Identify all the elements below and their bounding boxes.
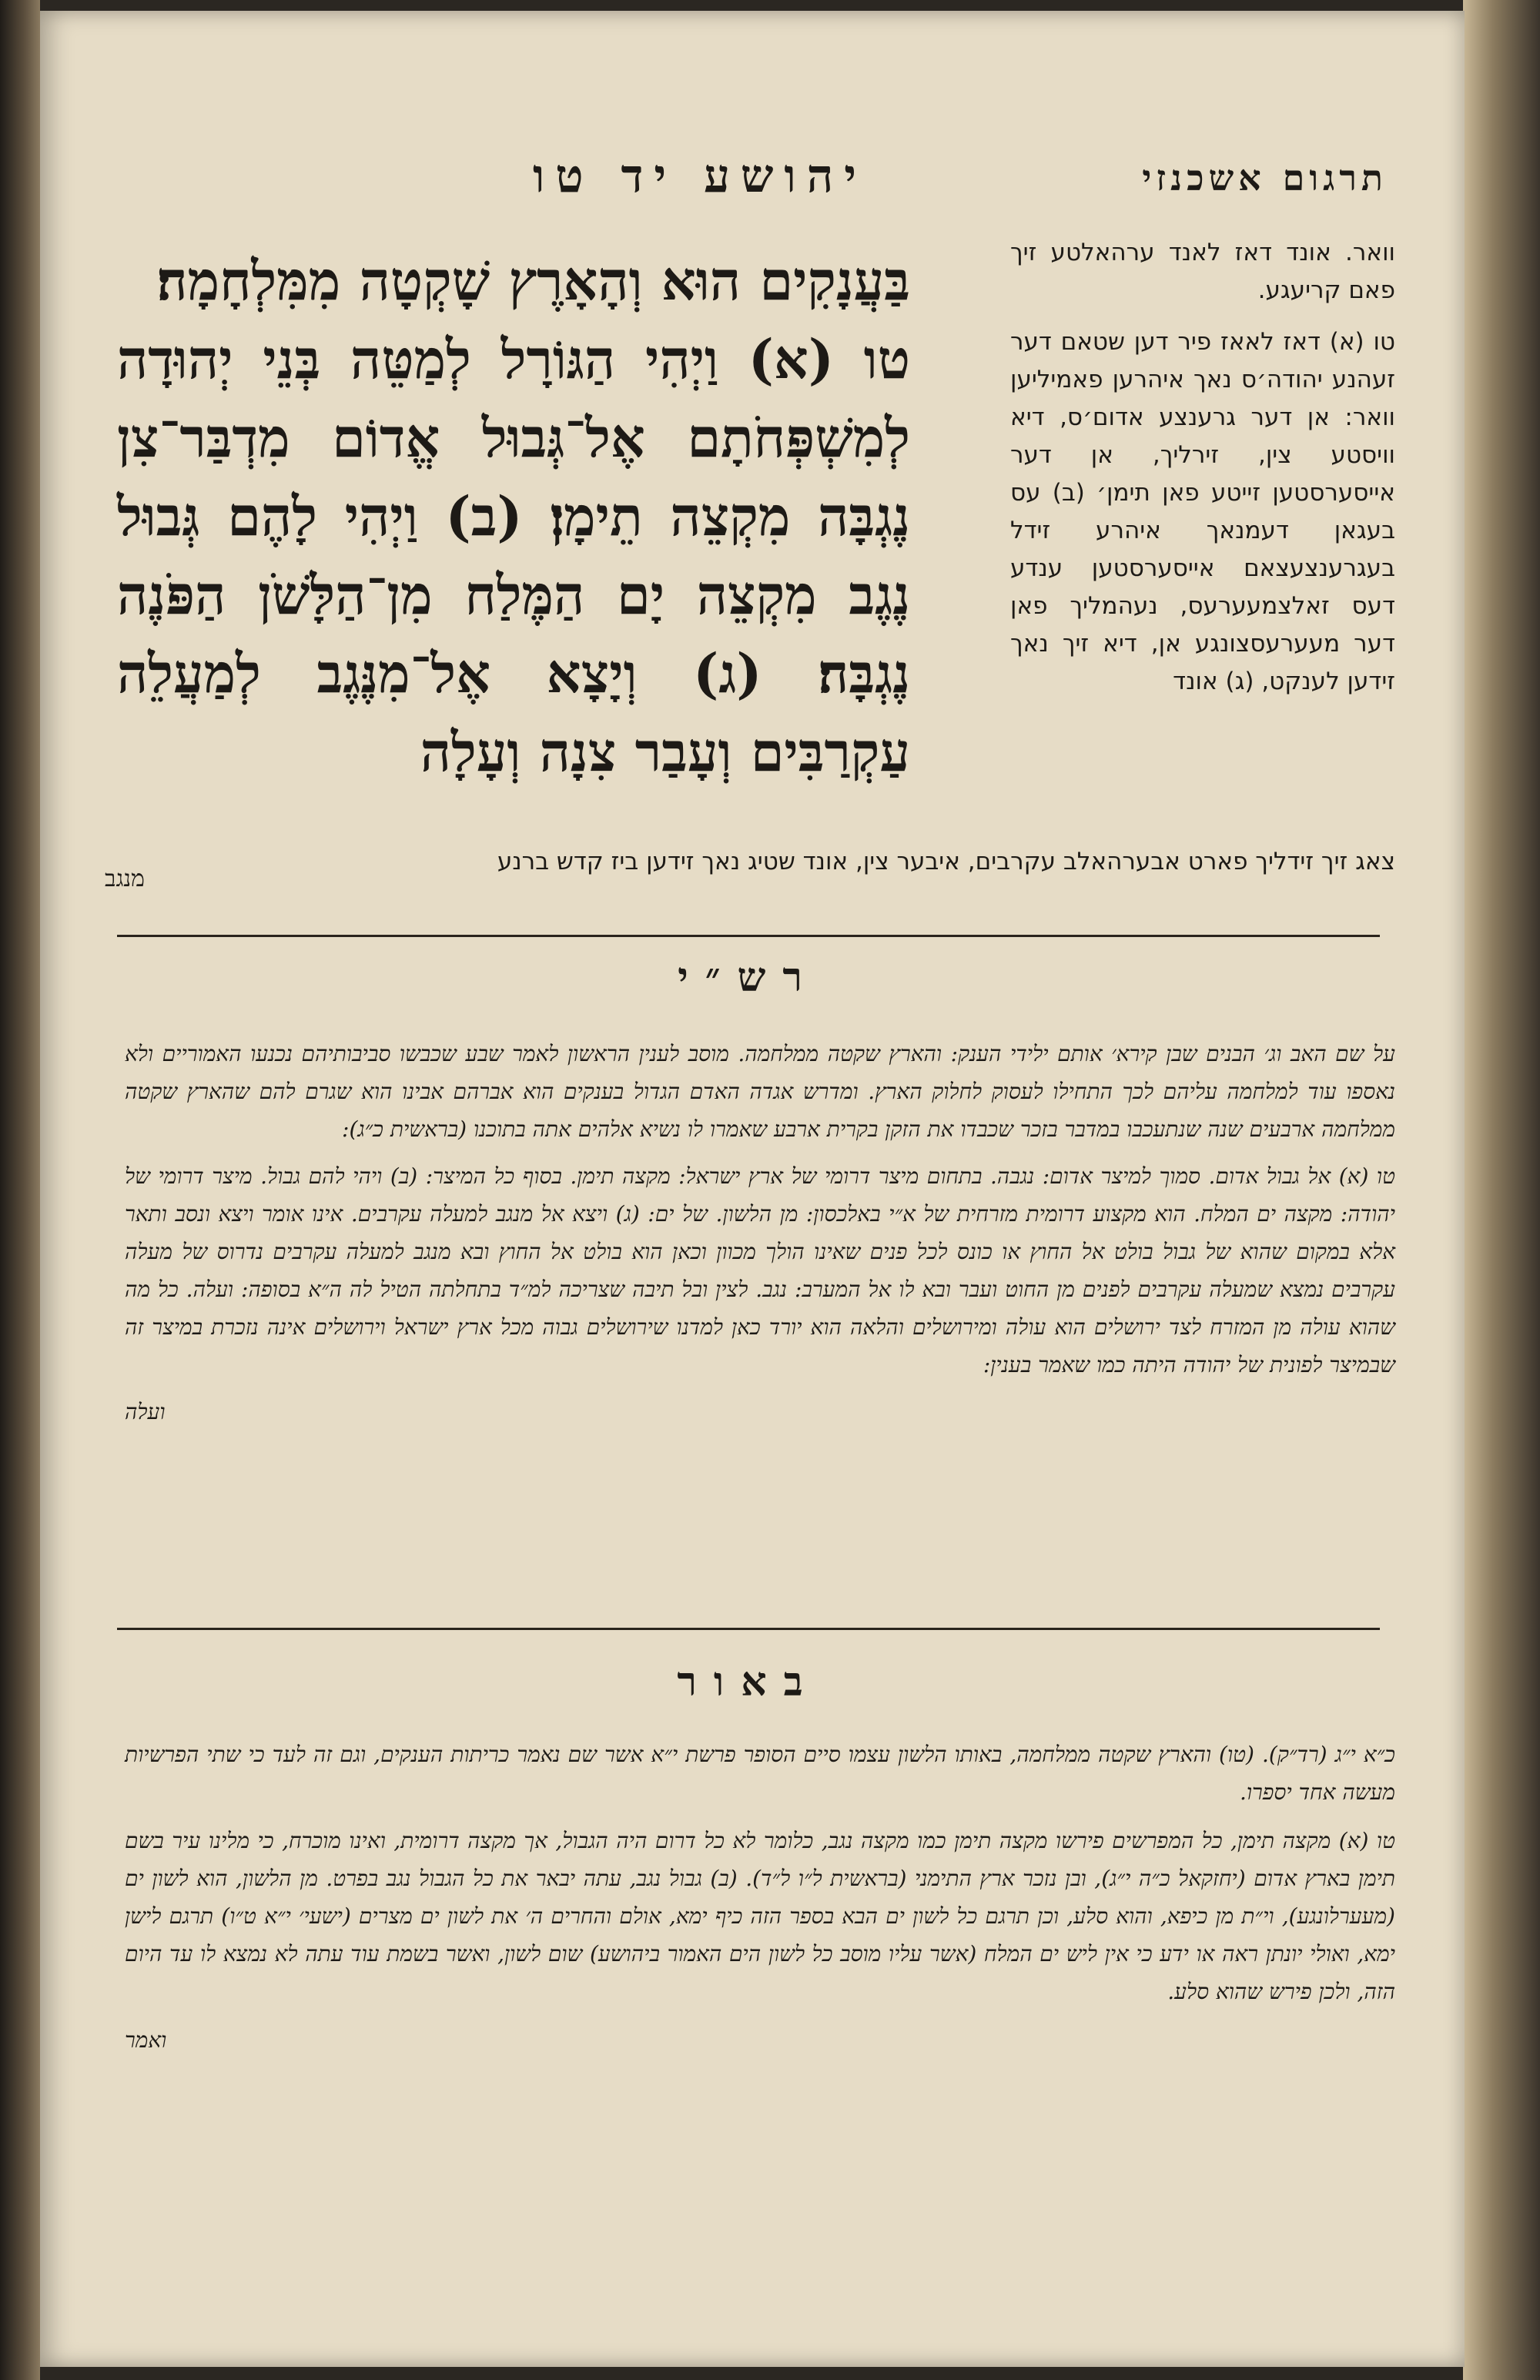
section-divider xyxy=(117,935,1380,937)
targum-paragraph-2: טו (א) דאז לאאז פיר דען שטאם דער זעהנע יהודה׳ס נאך איהרען פאמיליען וואר: אן דער גרענצע אדום׳ס, דיא וויסטע צין, זירליך, אן דער אייסערסטען זייטע פאן תימן׳ (ב) עס בעגאן דעמנאך איהרע זידל בעגרענצעצאם אייסערסטען ענדע דעס זאלצמעערעס, נעהמליך פאן דער מעערעסצונגע אן, דיא זיך נאך זידען לענקט, (ג) אונד xyxy=(1010,328,1395,695)
biur-commentary xyxy=(125,1736,1395,2059)
verse-line-2: טו (א) וַיְהִי הַגּוֹרָל לְמַטֵּה בְּנֵי יְהוּדָה לְמִשְׁפְּחֹתָם אֶל־גְּבוּל אֱדוֹם מִדְבַּר־צִן נֶגְבָּה מִקְצֵה תֵימָן׃ (ב) וַיְהִי לָהֶם גְּבוּל נֶגֶב מִקְצֵה יָם הַמֶּלַח מִן־הַלָּשֹׁן הַפֹּנֶה נֶגְבָּה׃ (ג) וְיָצָא אֶל־מִנֶּגֶב לְמַעֲלֵה עַקְרַבִּים וְעָבַר צִנָה וְעָלָה xyxy=(117,327,910,784)
biur-title: באור xyxy=(677,1659,820,1705)
rashi-paragraph-2: טו (א) אל גבול אדום. סמוך למיצר אדום: נגבה. בתחום מיצר דרומי של ארץ ישראל: מקצה תימן. בסוף כל המיצר: (ב) ויהי להם גבול. מיצר דרומי של יהודה: מקצה ים המלח. הוא מקצוע דרומית מזרחית של א״י באלכסון: מן הלשון. של ים: (ג) ויצא אל מנגב למעלה עקרבים. אינו אומר ויצא ונסב ותאר אלא במקום שהוא של גבול בולט אל החוץ או כונס לכל פנים שאינו הולך מכוון וכאן הוא בולט אל החוץ ובא מנגב למעלה עקרבים נדרוס של מעלה עקרבים נמצא שמעלה עקרבים לפנים מן החוט ועבר ובא לו אל המערב: נגב. לצין ובל תיבה שצריכה למ״ד בתחלתה הטיל לה ה״א בסופה: ועלה. כל מה שהוא עולה מן המזרח לצד ירושלים הוא עולה ומירושלים והלאה הוא יורד כאן למדנו שירושלים גבוה מכל ארץ ישראל וירושלים אינה נזכרת במיצר זה שבמיצר לפונית של יהודה היתה כמו שאמר בענין: xyxy=(125,1163,1396,1377)
targum-paragraph-1: וואר. אונד דאז לאנד ערהאלטע זיך פאם קריעגע. xyxy=(1010,239,1395,304)
rashi-commentary xyxy=(125,1035,1395,1431)
running-head-targum: תרגום אשכנזי xyxy=(1142,157,1388,199)
rashi-title: רש״י xyxy=(678,954,819,1001)
book-spine-left xyxy=(0,0,40,2380)
rashi-paragraph-1: על שם האב וג׳ הבנים שבן קירא׳ אותם ילידי הענק: והארץ שקטה ממלחמה. מוסב לענין הראשון לאמר שבע שכבשו סביבותיהם נכנעו האמוריים ולא נאספו עוד למלחמה עליהם לכך התחילו לעסוק לחלוק הארץ. ומדרש אגדה האדם הגדול בענקים הוא אברהם אבינו הוא שגרם להם שהארץ שקטה ממלחמה ארבעים שנה שנתעכבו במדבר בזכר שכבדו את הזקן בקרית ארבע שאמרו לו נשיא אלהים אתה בתוכנו (בראשית כ״ג): xyxy=(125,1041,1395,1142)
rashi-catchword: ועלה xyxy=(125,1399,166,1424)
verse-line-1: בַּעֲנָקִים הוּא וְהָאָרֶץ שָׁקְטָה מִמִּלְחָמָה׃ xyxy=(156,249,910,313)
page-edges-right xyxy=(1463,0,1540,2380)
margin-note: מנגב xyxy=(105,865,145,892)
hebrew-verse-text xyxy=(117,242,910,792)
biur-catchword: ואמר xyxy=(125,2027,167,2053)
targum-continuation: צאג זיך זידליך פארט אבערהאלב עקרבים, איבער צין, אונד שטיג נאך זידען ביז קדש ברנע xyxy=(497,848,1395,875)
running-head-book-chapter: יהושע יד טו xyxy=(533,149,867,203)
biur-paragraph-2: טו (א) מקצה תימן, כל המפרשים פירשו מקצה תימן כמו מקצה נגב, כלומר לא כל דרום היה הגבול, אך מקצה דרומית, ואינו מוכרח, כי מלינו עיר בשם תימן בארץ אדום (יחזקאל כ״ה י״ג), ובן נזכר ארץ התימני (בראשית ל״ו ל״ד). (ב) גבול נגב, עתה יבאר את כל הגבול נגב בפרט. מן הלשון, הוא לשון ים (מעערלונגע), וי״ת מן כיפא, והוא סלע, וכן תרגם כל לשון ים הבא בספר הזה כיף ימא, אולם והחרים ה׳ את לשון ים מצרים (ישעי׳ י״א ט״ו) תרגם לישן ימא, ואולי יונתן ראה או ידע כי אין ליש ים המלח (אשר עליו מוסב כל לשון הים האמור ביהושע) שום לשון, ואשר בשמת עוד עתה לא נמצא לו עד היום הזה, ולכן פירש שהוא סלע. xyxy=(125,1828,1396,2004)
biur-paragraph-1: כ״א י״ג (רד״ק). (טו) והארץ שקטה ממלחמה, באותו הלשון עצמו סיים הסופר פרשת י״א אשר שם נאמר כריתות הענקים, וגם זה לעד כי שתי הפרשיות מעשה אחד יספרו. xyxy=(125,1742,1395,1805)
biur-divider xyxy=(117,1628,1380,1630)
book-page xyxy=(40,11,1465,2367)
targum-column xyxy=(1010,234,1395,715)
